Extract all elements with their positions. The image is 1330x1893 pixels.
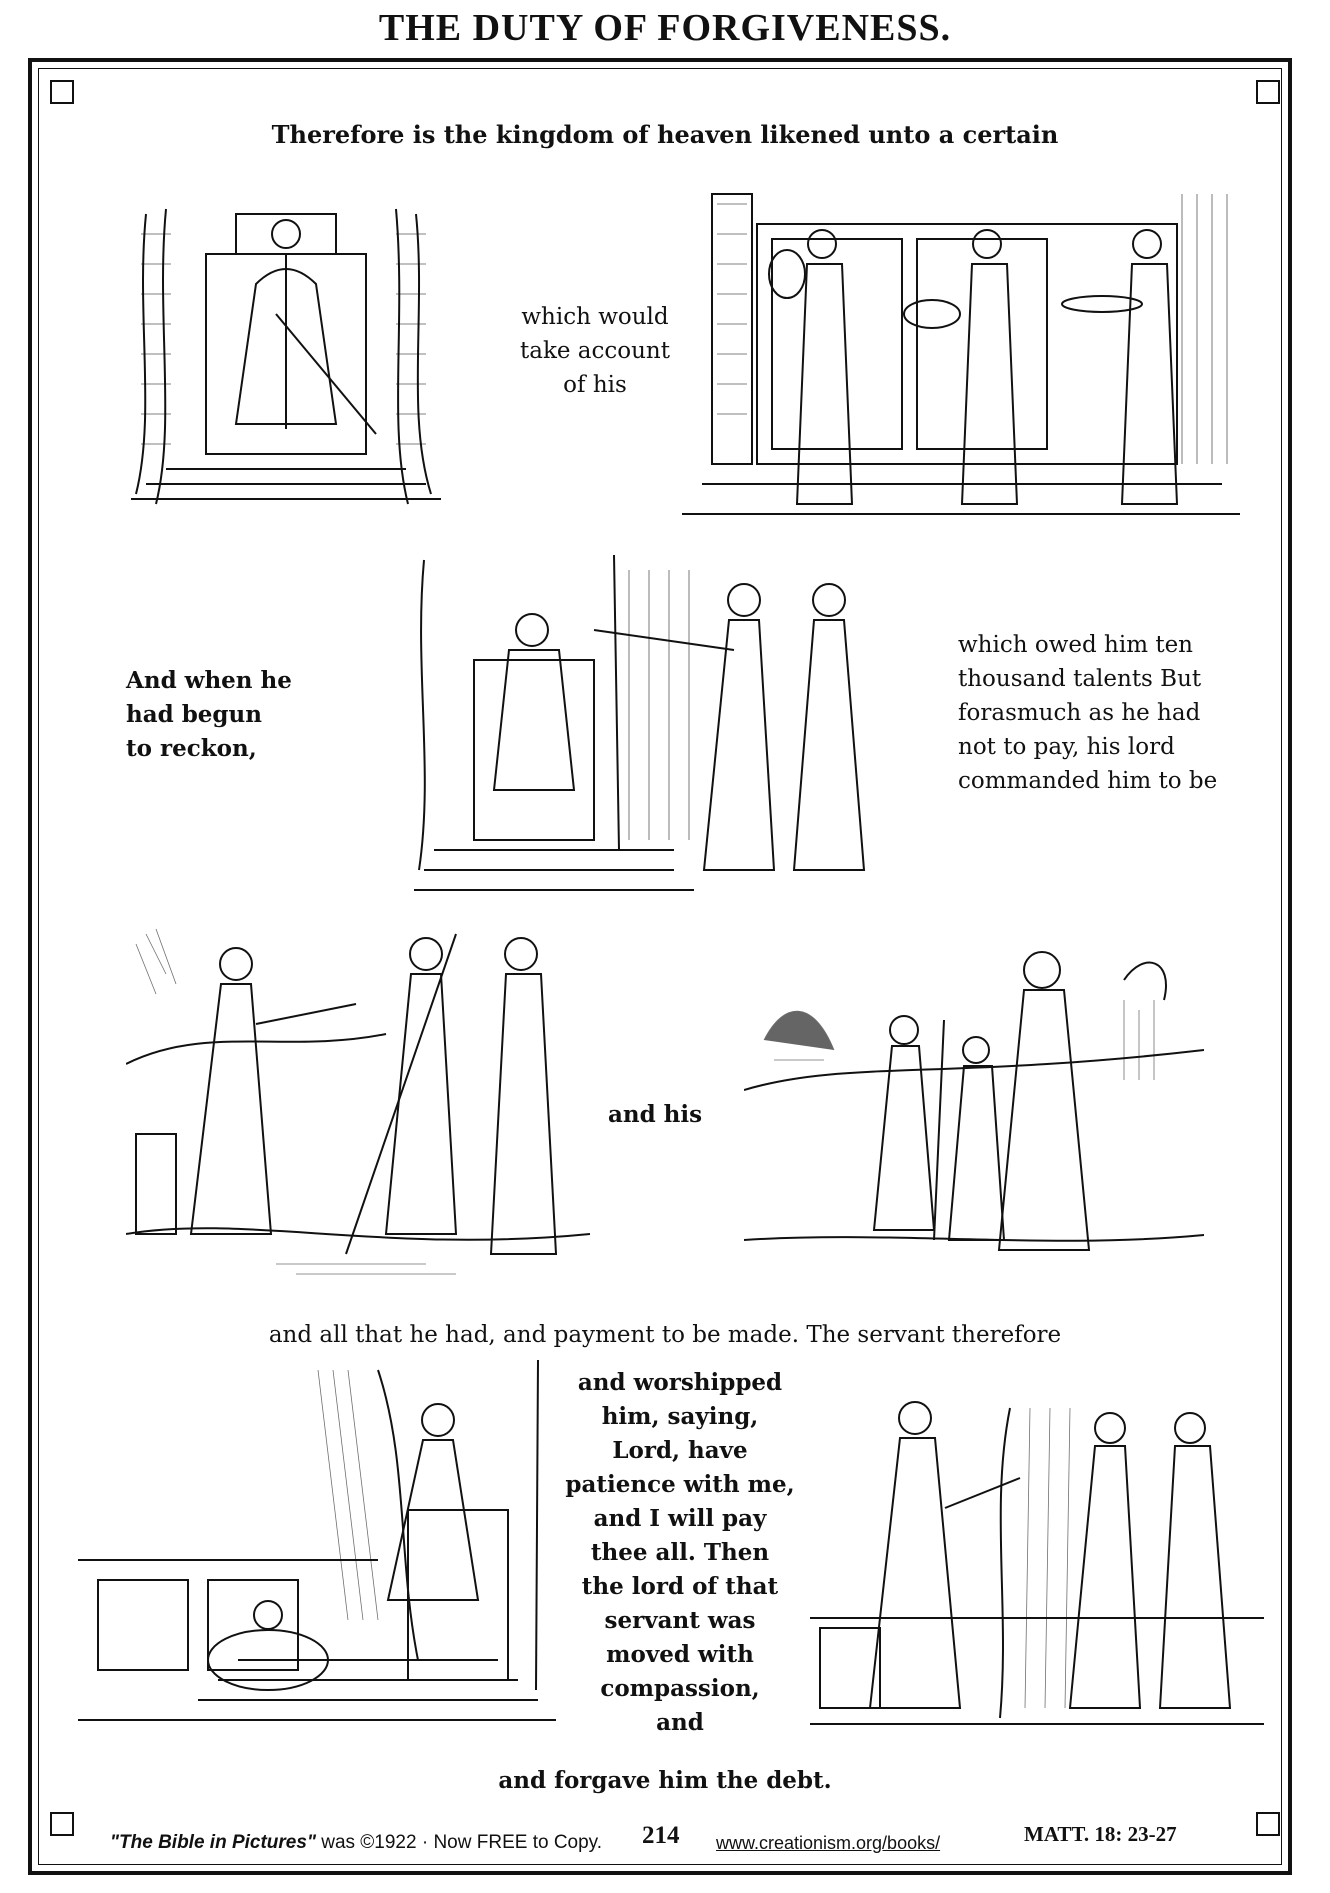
footer-copyright-text: was ©1922 · Now FREE to Copy.: [315, 1832, 603, 1853]
p4-text: and all that he had, and payment to be made. The servant therefore: [268, 1322, 1062, 1348]
corner-ornament-bottom-left: [50, 1812, 74, 1836]
wife-and-children-illustration: [744, 940, 1204, 1270]
servant-released-illustration: [810, 1388, 1264, 1728]
servant-kneeling-illustration: [78, 1360, 556, 1726]
servants-bringing-gifts-illustration: [682, 184, 1240, 540]
p5-line-3: Lord, have: [612, 1437, 748, 1464]
p5-line-6: thee all. Then: [590, 1539, 770, 1566]
p2-right-text: [958, 628, 1238, 798]
servant-led-away-illustration: [126, 914, 590, 1286]
p1-line-2: take account: [519, 338, 670, 364]
page-number: 214: [642, 1822, 680, 1849]
p5-line-5: and I will pay: [593, 1505, 767, 1532]
p5-line-10: compassion,: [600, 1675, 760, 1702]
intro-text: Therefore is the kingdom of heaven likened unto a certain: [271, 120, 1059, 149]
p2-left-line-3: to reckon,: [126, 735, 257, 762]
p5-line-4: patience with me,: [565, 1471, 795, 1498]
p5-line-7: the lord of that: [581, 1573, 779, 1600]
corner-ornament-bottom-right: [1256, 1812, 1280, 1836]
p2-left-line-1: And when he: [126, 667, 292, 694]
p5-line-9: moved with: [606, 1641, 754, 1668]
p2-left-text: [126, 664, 316, 766]
p5-line-8: servant was: [604, 1607, 756, 1634]
servant-before-king-illustration: [414, 550, 916, 906]
scripture-reference: MATT. 18: 23-27: [1024, 1822, 1177, 1846]
king-on-throne-illustration: [126, 194, 448, 524]
p2-right-line-4: not to pay, his lord: [958, 734, 1175, 760]
page-title: THE DUTY OF FORGIVENESS.: [378, 7, 952, 49]
footer-book-title: "The Bible in Pictures": [110, 1832, 316, 1853]
p5-line-11: and: [656, 1709, 704, 1736]
corner-ornament-top-left: [50, 80, 74, 104]
p2-right-line-3: forasmuch as he had: [958, 700, 1201, 726]
p5-text: [560, 1366, 800, 1740]
p2-right-line-1: which owed him ten: [958, 632, 1193, 658]
p2-right-line-2: thousand talents But: [958, 666, 1202, 692]
closing-text: and forgave him the debt.: [498, 1767, 832, 1794]
p1-line-3: of his: [563, 372, 627, 398]
p5-line-2: him, saying,: [601, 1403, 759, 1430]
p5-line-1: and worshipped: [577, 1369, 783, 1396]
p1-text: [500, 300, 690, 402]
p2-left-line-2: had begun: [126, 701, 262, 728]
corner-ornament-top-right: [1256, 80, 1280, 104]
footer-copyright: [110, 1826, 602, 1860]
p1-line-1: which would: [521, 304, 669, 330]
p3-middle-text: and his: [607, 1101, 703, 1128]
footer-url-link[interactable]: www.creationism.org/books/: [716, 1833, 941, 1853]
p2-right-line-5: commanded him to be: [958, 768, 1218, 794]
